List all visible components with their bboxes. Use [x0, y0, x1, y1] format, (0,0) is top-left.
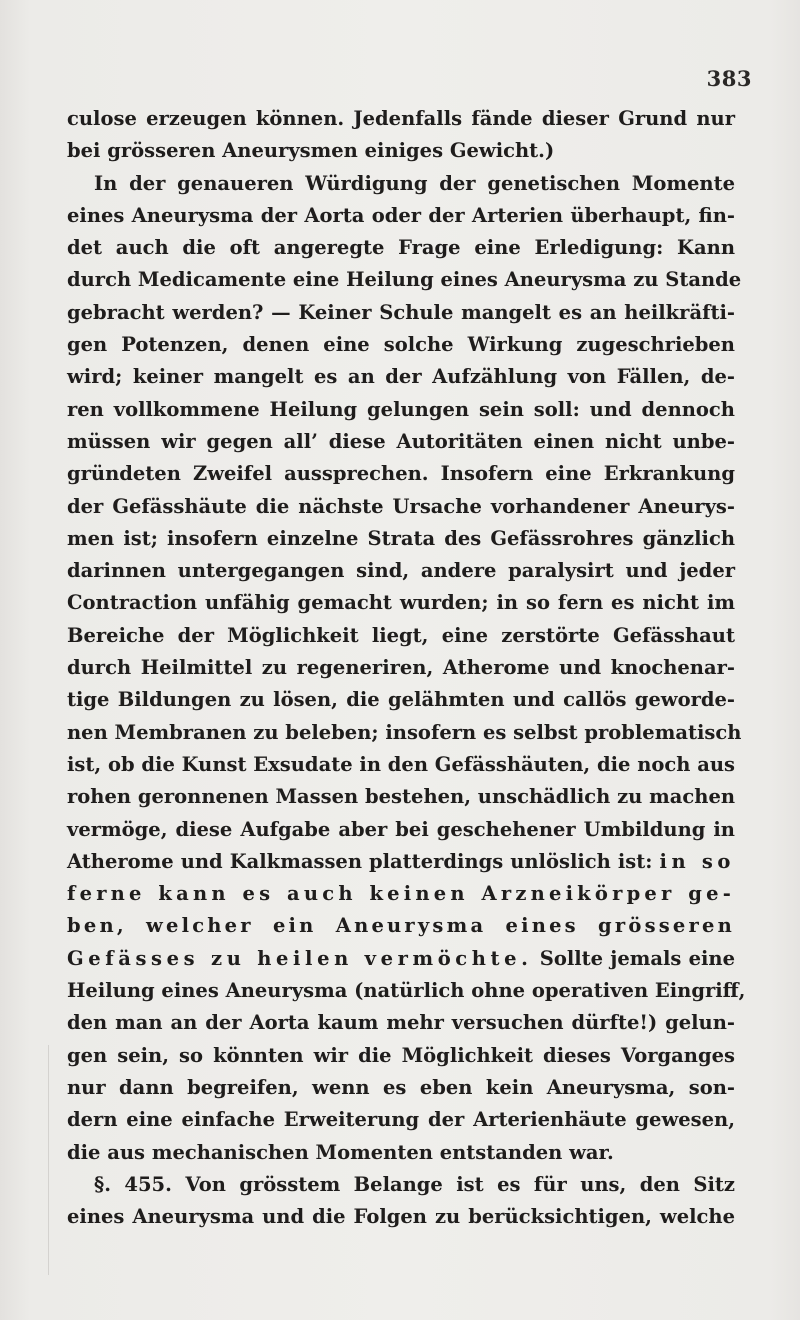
text-segment: Atherome und Kalkmassen platterdings unlöslich ist:	[67, 849, 653, 873]
text-line: nur dann begreifen, wenn es eben kein Aneurysma, son-	[67, 1075, 735, 1099]
text-line	[67, 846, 735, 878]
text-line: ren vollkommene Heilung gelungen sein soll: und dennoch	[67, 397, 735, 421]
text-line: eines Aneurysma der Aorta oder der Arterien überhaupt, fin-	[67, 203, 735, 227]
margin-shadow	[48, 1045, 49, 1275]
text-line: In der genaueren Würdigung der genetischen Momente	[94, 171, 735, 195]
text-line: Contraction unfähig gemacht wurden; in so fern es nicht im	[67, 591, 735, 615]
text-line: gründeten Zweifel aussprechen. Insofern eine Erkrankung	[67, 462, 735, 486]
text-line: vermöge, diese Aufgabe aber bei geschehener Umbildung in	[67, 817, 735, 841]
text-line: wird; keiner mangelt es an der Aufzählung von Fällen, de-	[67, 365, 735, 389]
text-line	[67, 943, 735, 975]
text-line: culose erzeugen können. Jedenfalls fände dieser Grund nur	[67, 107, 735, 130]
text-line: gebracht werden? — Keiner Schule mangelt es an heilkräfti-	[67, 300, 735, 324]
text-line: Heilung eines Aneurysma (natürlich ohne operativen Eingriff,	[67, 979, 746, 1003]
text-line: rohen geronnenen Massen bestehen, unschädlich zu machen	[67, 785, 736, 809]
text-line: men ist; insofern einzelne Strata des Gefässrohres gänzlich	[67, 526, 735, 550]
text-line: der Gefässhäute die nächste Ursache vorhandener Aneurys-	[67, 494, 735, 518]
text-line: nen Membranen zu beleben; insofern es selbst problematisch	[67, 720, 742, 744]
text-line: den man an der Aorta kaum mehr versuchen dürfte!) gelun-	[67, 1011, 735, 1035]
emphasized-text-line: ben, welcher ein Aneurysma eines grösseren	[67, 914, 735, 938]
page-number: 383	[706, 66, 752, 91]
text-line: ist, ob die Kunst Exsudate in den Gefässhäuten, die noch aus	[67, 752, 736, 776]
text-line: darinnen untergegangen sind, andere paralysirt und jeder	[67, 559, 735, 583]
text-line: gen Potenzen, denen eine solche Wirkung zugeschrieben	[67, 333, 735, 357]
text-line: Bereiche der Möglichkeit liegt, eine zerstörte Gefässhaut	[67, 623, 735, 647]
text-line: durch Medicamente eine Heilung eines Aneurysma zu Stande	[67, 268, 742, 292]
text-line: dern eine einfache Erweiterung der Arterienhäute gewesen,	[67, 1108, 735, 1132]
section-line: §. 455. Von grösstem Belange ist es für uns, den Sitz	[94, 1172, 735, 1196]
text-segment: Sollte jemals eine	[539, 946, 735, 970]
body-text	[67, 103, 746, 1233]
text-line: durch Heilmittel zu regeneriren, Atherome und knochenar-	[67, 656, 735, 680]
emphasized-text: Gefässes zu heilen vermöchte.	[67, 946, 533, 970]
text-line: det auch die oft angeregte Frage eine Erledigung: Kann	[67, 236, 735, 260]
text-line: bei grösseren Aneurysmen einiges Gewicht.)	[67, 139, 555, 163]
emphasized-text: in so	[659, 849, 736, 873]
text-line: gen sein, so könnten wir die Möglichkeit dieses Vorganges	[67, 1043, 735, 1067]
text-line: die aus mechanischen Momenten entstanden war.	[67, 1140, 614, 1164]
text-line: eines Aneurysma und die Folgen zu berücksichtigen, welche	[67, 1205, 735, 1229]
text-line: tige Bildungen zu lösen, die gelähmten und callös geworde-	[67, 688, 735, 712]
text-line: müssen wir gegen all’ diese Autoritäten einen nicht unbe-	[67, 429, 735, 453]
emphasized-text-line: ferne kann es auch keinen Arzneikörper ge-	[67, 882, 735, 906]
